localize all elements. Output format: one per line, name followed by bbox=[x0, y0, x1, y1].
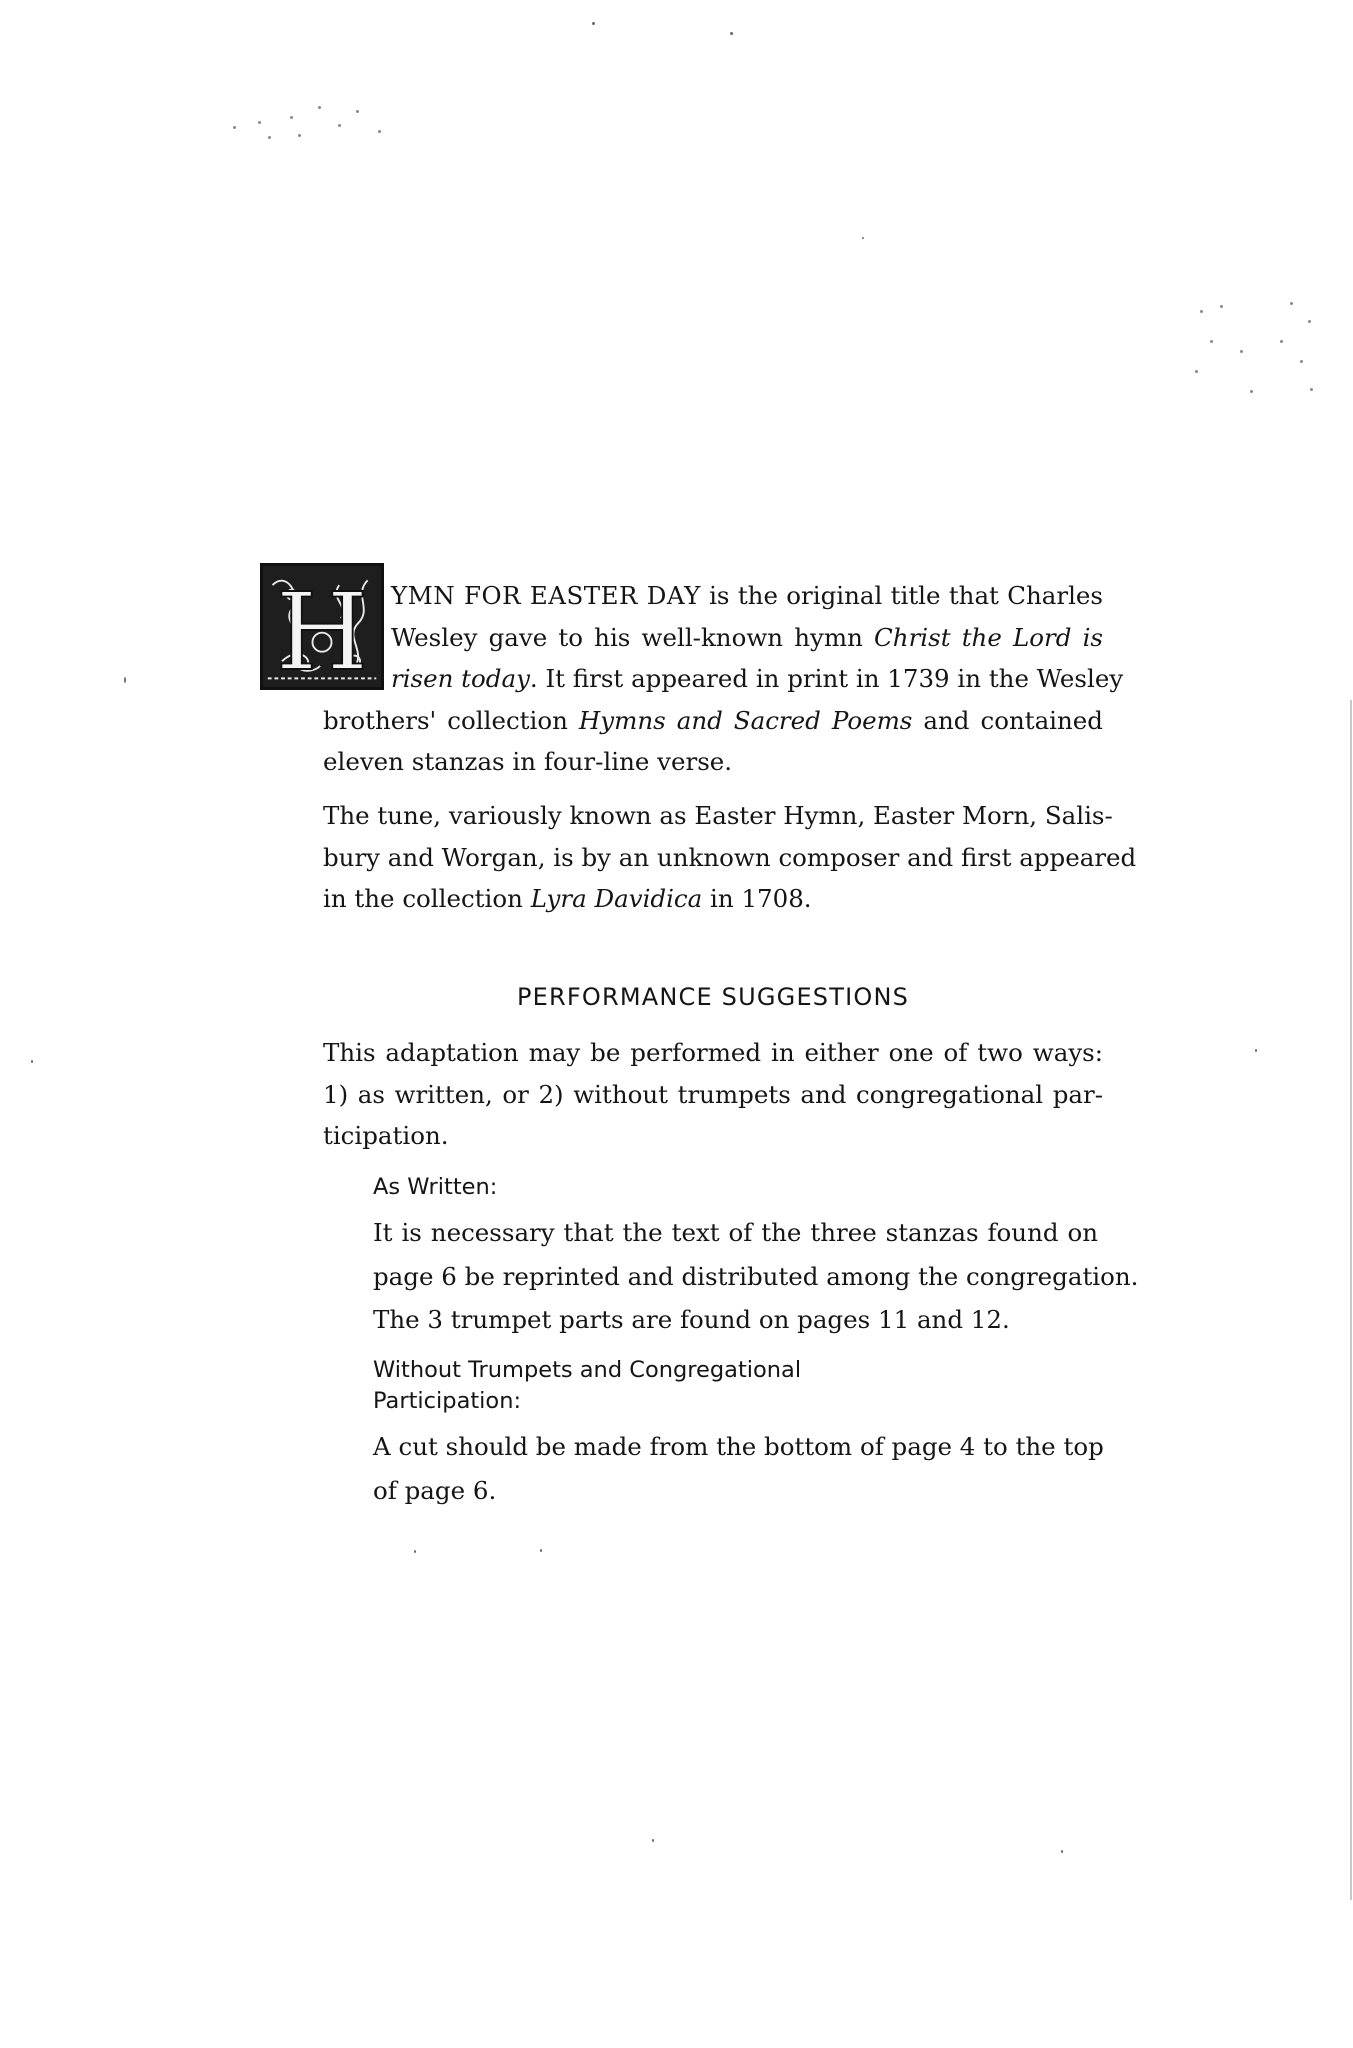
intro-paragraph bbox=[323, 575, 1124, 783]
perf-line-3: ticipation. bbox=[323, 1121, 449, 1150]
aw-line-2: page 6 be reprinted and distributed among the congregation. bbox=[373, 1261, 1139, 1291]
wt-line-2: of page 6. bbox=[373, 1475, 497, 1505]
hymn-name: Christ the Lord is bbox=[874, 622, 1103, 652]
performance-heading: PERFORMANCE SUGGESTIONS bbox=[516, 983, 910, 1011]
perf-line-2: 1) as written, or 2) without trumpets and congregational par- bbox=[323, 1079, 1103, 1109]
tune-line-2: bury and Worgan, is by an unknown composer and first appeared bbox=[323, 842, 1137, 872]
performance-intro bbox=[323, 1032, 1103, 1157]
dropcap-letter: H bbox=[275, 570, 369, 687]
aw-line-3: The 3 trumpet parts are found on pages 11 and 12. bbox=[373, 1305, 1010, 1334]
aw-line-1: It is necessary that the text of the three stanzas found on bbox=[373, 1218, 1098, 1247]
scan-smudge-right bbox=[1190, 300, 1320, 410]
intro-line-1: YMN FOR EASTER DAY is the original title that Charles bbox=[391, 581, 1103, 610]
intro-line-3: risen today. It first appeared in print in 1739 in the Wesley bbox=[391, 664, 1124, 693]
tune-line-3: in the collection Lyra Davidica in 1708. bbox=[323, 884, 812, 913]
hymn-title: YMN FOR EASTER DAY bbox=[391, 581, 701, 610]
intro-line-5: eleven stanzas in four-line verse. bbox=[323, 747, 733, 776]
collection-title: Hymns and Sacred Poems bbox=[578, 705, 913, 735]
intro-line-4: brothers' collection Hymns and Sacred Poems and contained bbox=[323, 705, 1103, 735]
scan-smudge-left bbox=[228, 96, 388, 146]
as-written-text bbox=[373, 1211, 1139, 1342]
intro-line-2: Wesley gave to his well-known hymn Christ the Lord is bbox=[391, 622, 1103, 652]
lyra-davidica-title: Lyra Davidica bbox=[530, 884, 703, 913]
wt-line-1: A cut should be made from the bottom of page 4 to the top bbox=[373, 1432, 1104, 1461]
without-trumpets-heading: Without Trumpets and Congregational Participation: bbox=[373, 1357, 802, 1414]
without-trumpets-text bbox=[373, 1425, 1104, 1512]
tune-paragraph bbox=[323, 795, 1137, 920]
as-written-heading: As Written: bbox=[373, 1174, 498, 1200]
perf-line-1: This adaptation may be performed in either one of two ways: bbox=[323, 1038, 1103, 1067]
tune-line-1: The tune, variously known as Easter Hymn, Easter Morn, Salis- bbox=[323, 801, 1113, 830]
